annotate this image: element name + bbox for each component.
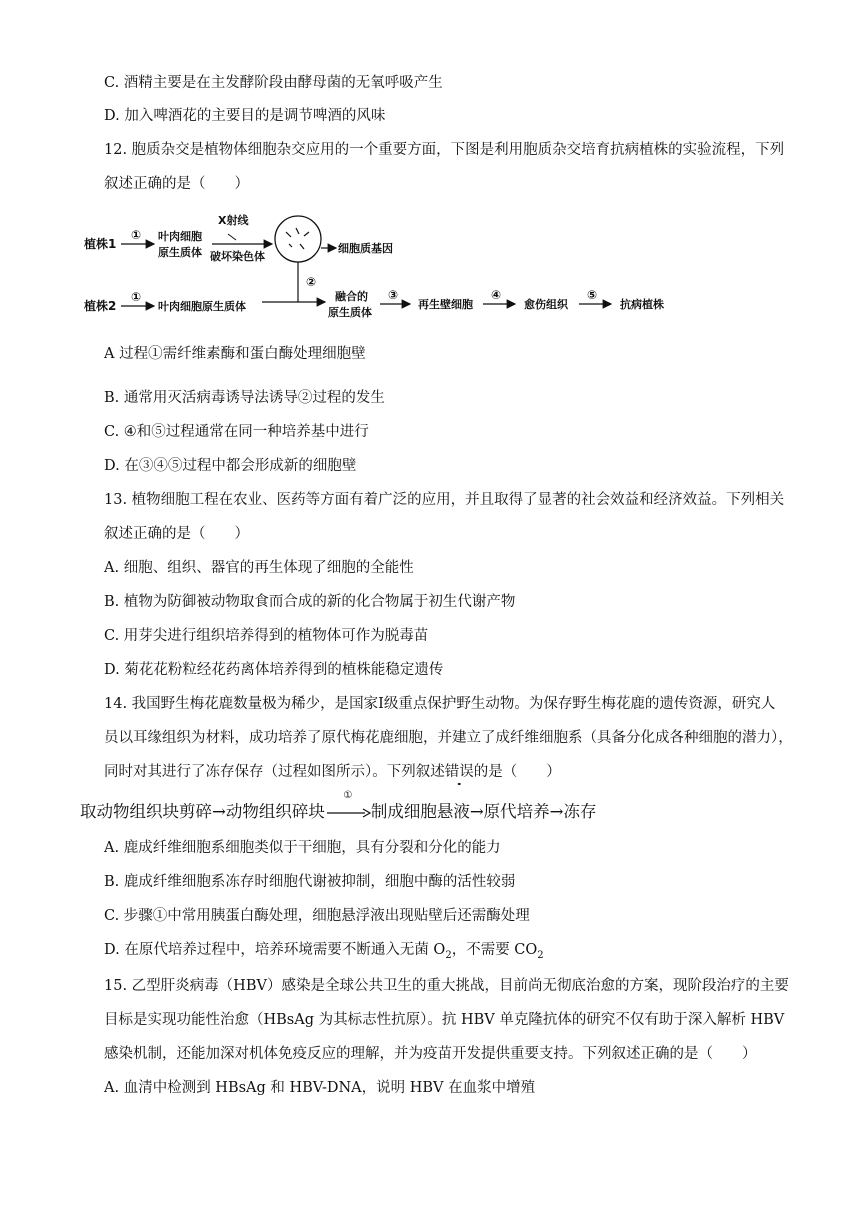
q12-option-a: A 过程①需纤维素酶和蛋白酶处理细胞壁 [104, 346, 366, 362]
resistant-plant-label: 抗病植株 [620, 298, 664, 311]
flow-arrow-4: → [549, 802, 564, 821]
step4-label: ④ [491, 288, 502, 302]
q14-option-d [104, 940, 544, 966]
cell-circle [275, 216, 321, 262]
q14-option-a: A. 鹿成纤维细胞系细胞类似于干细胞，具有分裂和分化的能力 [104, 840, 501, 856]
xray-label: X射线 [218, 214, 249, 227]
q13-stem-line1: 13. 植物细胞工程在农业、医药等方面有着广泛的应用，并且取得了显著的社会效益和经济效益。下列相关 [104, 492, 785, 508]
flow-arrow-labeled [325, 790, 371, 824]
q15-stem-line2: 目标是实现功能性治愈（HBsAg 为其标志性抗原）。抗 HBV 单克隆抗体的研究不仅有助于深入解析 HBV [104, 1012, 785, 1028]
protoplast1-line2: 原生质体 [158, 246, 202, 259]
plant2-label: 植株2 [84, 299, 117, 313]
q13-option-c: C. 用芽尖进行组织培养得到的植物体可作为脱毒苗 [104, 628, 429, 644]
q12-option-d: D. 在③④⑤过程中都会形成新的细胞壁 [104, 458, 357, 474]
protoplast1-line1: 叶肉细胞 [158, 230, 202, 243]
flow-arrow-3: → [469, 802, 484, 821]
q15-stem-line3: 感染机制，还能加深对机体免疫反应的理解，并为疫苗开发提供重要支持。下列叙述正确的是（ ） [104, 1046, 757, 1062]
protoplast2-label: 叶肉细胞原生质体 [158, 300, 246, 313]
q12-stem-line1: 12. 胞质杂交是植物体细胞杂交应用的一个重要方面，下图是利用胞质杂交培育抗病植株的实验流程，下列 [104, 142, 785, 158]
fused-line2: 原生质体 [328, 306, 372, 319]
q11-option-d: D. 加入啤酒花的主要目的是调节啤酒的风味 [104, 108, 386, 124]
step1-label: ① [131, 228, 142, 242]
q13-option-b: B. 植物为防御被动物取食而合成的新的化合物属于初生代谢产物 [104, 594, 516, 610]
q12-flow-diagram [0, 206, 860, 336]
q13-option-a: A. 细胞、组织、器官的再生体现了细胞的全能性 [104, 560, 414, 576]
step3-label: ③ [388, 288, 399, 302]
q12-stem-line2: 叙述正确的是（ ） [104, 176, 249, 192]
q14-stem-line3-pre: 同时对其进行了冻存保存（过程如图所示）。下列叙述 [104, 764, 445, 780]
q13-option-d: D. 菊花花粉粒经花药离体培养得到的植株能稳定遗传 [104, 662, 444, 678]
q14-option-b: B. 鹿成纤维细胞系冻存时细胞代谢被抑制，细胞中酶的活性较弱 [104, 874, 516, 890]
step2-label: ② [306, 275, 317, 289]
flow-step-number: ① [343, 790, 353, 801]
q14-option-d-mid: ，不需要 CO [451, 942, 538, 958]
plant1-label: 植株1 [84, 237, 117, 251]
q14-stem-line3 [104, 762, 561, 782]
flow-arrow-1: → [212, 802, 226, 821]
q15-stem-line1: 15. 乙型肝炎病毒（HBV）感染是全球公共卫生的重大挑战，目前尚无彻底治愈的方案，现阶段治疗的主要 [104, 978, 789, 994]
q14-emphasis-wrong: 错误 [444, 764, 474, 780]
q14-stem-line3-post: 的是（ ） [473, 764, 561, 780]
q14-option-d-pre: D. 在原代培养过程中，培养环境需要不断通入无菌 O [104, 942, 446, 958]
flow-step2: 动物组织碎块 [225, 802, 325, 821]
q15-option-a: A. 血清中检测到 HBsAg 和 HBV-DNA，说明 HBV 在血浆中增殖 [104, 1080, 536, 1096]
fused-line1: 融合的 [335, 290, 368, 303]
q13-stem-line2: 叙述正确的是（ ） [104, 526, 249, 542]
destroy-chromosome-label: 破坏染色体 [210, 250, 265, 263]
q14-stem-line2: 员以耳缘组织为材料，成功培养了原代梅花鹿细胞，并建立了成纤维细胞系（具备分化成各种细胞的潜力）， [104, 730, 793, 746]
callus-label: 愈伤组织 [524, 298, 568, 311]
co2-subscript: 2 [537, 949, 544, 961]
flow-step1: 取动物组织块剪碎 [80, 802, 212, 821]
flow-step4: 原代培养 [483, 802, 550, 821]
o2-subscript: 2 [445, 949, 452, 961]
flow-step5: 冻存 [563, 802, 597, 821]
q12-option-c: C. ④和⑤过程通常在同一种培养基中进行 [104, 424, 369, 440]
q14-stem-line1: 14. 我国野生梅花鹿数量极为稀少，是国家Ⅰ级重点保护野生动物。为保存野生梅花鹿的遗传资源，研究人 [104, 696, 776, 712]
q11-option-c: C. 酒精主要是在主发酵阶段由酵母菌的无氧呼吸产生 [104, 75, 443, 91]
q14-option-c: C. 步骤①中常用胰蛋白酶处理，细胞悬浮液出现贴壁后还需酶处理 [104, 908, 530, 924]
step1b-label: ① [131, 290, 142, 304]
cytoplasm-gene-label: 细胞质基因 [338, 242, 393, 255]
step5-label: ⑤ [587, 288, 598, 302]
regen-cell-label: 再生壁细胞 [418, 298, 473, 311]
q14-flow [80, 790, 597, 824]
q12-option-b: B. 通常用灭活病毒诱导法诱导②过程的发生 [104, 390, 385, 406]
flow-step3: 制成细胞悬液 [370, 802, 470, 821]
